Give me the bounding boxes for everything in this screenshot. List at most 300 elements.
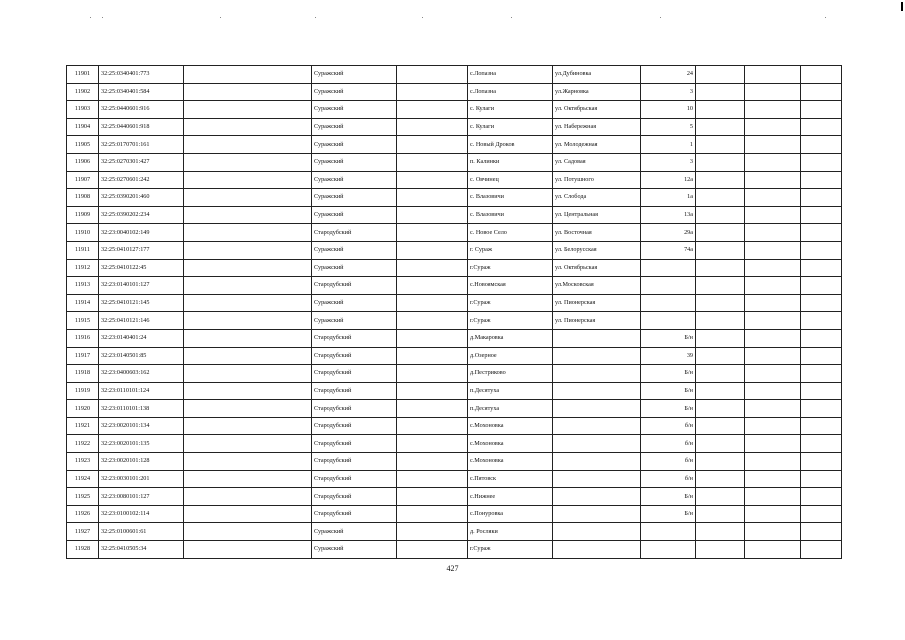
empty-cell: [397, 505, 468, 523]
settlement-name: г.Сураж: [468, 294, 553, 312]
district-name: Суражский: [312, 83, 397, 101]
table-row: [67, 153, 842, 171]
empty-cell: [696, 118, 745, 136]
cadastral-number: 32:23:0140101:127: [99, 277, 184, 295]
row-number: 11910: [67, 224, 99, 242]
table-row: [67, 453, 842, 471]
cadastral-number: 32:25:0410121:145: [99, 294, 184, 312]
settlement-name: с. Кулаги: [468, 101, 553, 119]
empty-cell: [745, 347, 801, 365]
empty-cell: [397, 400, 468, 418]
empty-cell: [696, 541, 745, 559]
empty-cell: [745, 259, 801, 277]
table-row: [67, 400, 842, 418]
row-number: 11906: [67, 153, 99, 171]
street-name: ул. Октябрьская: [553, 101, 641, 119]
cadastral-number: 32:23:0040102:149: [99, 224, 184, 242]
row-number: 11904: [67, 118, 99, 136]
table-row: [67, 365, 842, 383]
empty-cell: [696, 66, 745, 84]
cadastral-number: 32:23:0110101:138: [99, 400, 184, 418]
empty-cell: [184, 470, 312, 488]
street-name: ул. Молодежная: [553, 136, 641, 154]
settlement-name: г.Сураж: [468, 259, 553, 277]
empty-cell: [801, 189, 842, 207]
district-name: Суражский: [312, 118, 397, 136]
table-row: [67, 136, 842, 154]
empty-cell: [184, 66, 312, 84]
registry-table: [66, 65, 842, 559]
street-name: ул.Московская: [553, 277, 641, 295]
house-number: Б/н: [641, 488, 696, 506]
house-number: [641, 523, 696, 541]
house-number: 3: [641, 83, 696, 101]
empty-cell: [696, 83, 745, 101]
cadastral-number: 32:25:0270301:427: [99, 153, 184, 171]
cadastral-number: 32:23:0020101:134: [99, 417, 184, 435]
empty-cell: [801, 153, 842, 171]
street-name: [553, 347, 641, 365]
table-row: [67, 417, 842, 435]
empty-cell: [801, 83, 842, 101]
empty-cell: [745, 277, 801, 295]
settlement-name: п.Десятуха: [468, 382, 553, 400]
empty-cell: [184, 400, 312, 418]
settlement-name: д. Росляки: [468, 523, 553, 541]
scan-edge-mark: [901, 2, 903, 11]
empty-cell: [184, 189, 312, 207]
table-row: [67, 488, 842, 506]
empty-cell: [184, 347, 312, 365]
street-name: ул. Центральная: [553, 206, 641, 224]
empty-cell: [801, 470, 842, 488]
cadastral-number: 32:23:0100102:114: [99, 505, 184, 523]
empty-cell: [696, 417, 745, 435]
house-number: 13а: [641, 206, 696, 224]
district-name: Суражский: [312, 189, 397, 207]
empty-cell: [397, 329, 468, 347]
empty-cell: [745, 329, 801, 347]
empty-cell: [397, 294, 468, 312]
house-number: 29а: [641, 224, 696, 242]
empty-cell: [696, 435, 745, 453]
row-number: 11917: [67, 347, 99, 365]
empty-cell: [801, 136, 842, 154]
settlement-name: с. Новое Село: [468, 224, 553, 242]
street-name: [553, 453, 641, 471]
empty-cell: [745, 488, 801, 506]
empty-cell: [801, 541, 842, 559]
empty-cell: [696, 382, 745, 400]
street-name: ул. Восточная: [553, 224, 641, 242]
empty-cell: [397, 171, 468, 189]
street-name: [553, 488, 641, 506]
empty-cell: [184, 101, 312, 119]
settlement-name: с.Мохоновка: [468, 435, 553, 453]
empty-cell: [745, 417, 801, 435]
empty-cell: [397, 382, 468, 400]
table-row: [67, 523, 842, 541]
empty-cell: [397, 224, 468, 242]
district-name: Суражский: [312, 312, 397, 330]
cadastral-number: 32:25:0100601:61: [99, 523, 184, 541]
settlement-name: д.Макаровка: [468, 329, 553, 347]
settlement-name: с.Лопазна: [468, 83, 553, 101]
empty-cell: [801, 312, 842, 330]
house-number: [641, 312, 696, 330]
table-row: [67, 241, 842, 259]
empty-cell: [184, 206, 312, 224]
street-name: ул. Пионерская: [553, 294, 641, 312]
empty-cell: [745, 470, 801, 488]
empty-cell: [184, 435, 312, 453]
street-name: ул. Набережная: [553, 118, 641, 136]
house-number: б/н: [641, 470, 696, 488]
empty-cell: [184, 541, 312, 559]
cadastral-number: 32:23:0030101:201: [99, 470, 184, 488]
empty-cell: [696, 453, 745, 471]
empty-cell: [397, 66, 468, 84]
empty-cell: [801, 505, 842, 523]
empty-cell: [397, 101, 468, 119]
empty-cell: [745, 118, 801, 136]
empty-cell: [696, 347, 745, 365]
row-number: 11924: [67, 470, 99, 488]
empty-cell: [184, 224, 312, 242]
district-name: Стародубский: [312, 453, 397, 471]
table-row: [67, 470, 842, 488]
street-name: [553, 400, 641, 418]
settlement-name: с.Понуровка: [468, 505, 553, 523]
house-number: б/н: [641, 453, 696, 471]
house-number: 39: [641, 347, 696, 365]
house-number: 3: [641, 153, 696, 171]
row-number: 11903: [67, 101, 99, 119]
empty-cell: [397, 523, 468, 541]
cadastral-number: 32:25:0440601:918: [99, 118, 184, 136]
empty-cell: [801, 66, 842, 84]
district-name: Суражский: [312, 294, 397, 312]
row-number: 11901: [67, 66, 99, 84]
empty-cell: [801, 277, 842, 295]
empty-cell: [184, 136, 312, 154]
district-name: Стародубский: [312, 435, 397, 453]
district-name: Суражский: [312, 206, 397, 224]
street-name: ул. Потушного: [553, 171, 641, 189]
empty-cell: [801, 382, 842, 400]
empty-cell: [397, 241, 468, 259]
table-row: [67, 224, 842, 242]
empty-cell: [801, 171, 842, 189]
table-row: [67, 206, 842, 224]
district-name: Стародубский: [312, 347, 397, 365]
district-name: Суражский: [312, 101, 397, 119]
empty-cell: [745, 83, 801, 101]
cadastral-number: 32:23:0020101:128: [99, 453, 184, 471]
street-name: ул. Садовая: [553, 153, 641, 171]
empty-cell: [696, 312, 745, 330]
street-name: [553, 329, 641, 347]
street-name: [553, 365, 641, 383]
empty-cell: [184, 118, 312, 136]
empty-cell: [801, 365, 842, 383]
row-number: 11905: [67, 136, 99, 154]
empty-cell: [801, 118, 842, 136]
row-number: 11915: [67, 312, 99, 330]
house-number: Б/н: [641, 505, 696, 523]
district-name: Стародубский: [312, 488, 397, 506]
empty-cell: [184, 382, 312, 400]
empty-cell: [184, 294, 312, 312]
empty-cell: [696, 470, 745, 488]
empty-cell: [745, 435, 801, 453]
empty-cell: [696, 329, 745, 347]
table-row: [67, 505, 842, 523]
district-name: Суражский: [312, 153, 397, 171]
settlement-name: г. Сураж: [468, 241, 553, 259]
cadastral-number: 32:25:0410122:45: [99, 259, 184, 277]
empty-cell: [745, 224, 801, 242]
row-number: 11911: [67, 241, 99, 259]
empty-cell: [745, 241, 801, 259]
empty-cell: [696, 277, 745, 295]
row-number: 11921: [67, 417, 99, 435]
empty-cell: [184, 277, 312, 295]
empty-cell: [184, 259, 312, 277]
empty-cell: [696, 259, 745, 277]
table-row: [67, 189, 842, 207]
district-name: Суражский: [312, 136, 397, 154]
street-name: [553, 417, 641, 435]
district-name: Суражский: [312, 66, 397, 84]
row-number: 11907: [67, 171, 99, 189]
empty-cell: [397, 435, 468, 453]
empty-cell: [745, 541, 801, 559]
empty-cell: [745, 153, 801, 171]
empty-cell: [801, 435, 842, 453]
empty-cell: [801, 101, 842, 119]
empty-cell: [801, 294, 842, 312]
empty-cell: [745, 523, 801, 541]
empty-cell: [696, 400, 745, 418]
empty-cell: [184, 505, 312, 523]
district-name: Суражский: [312, 241, 397, 259]
empty-cell: [745, 189, 801, 207]
street-name: [553, 541, 641, 559]
cadastral-number: 32:25:0170701:161: [99, 136, 184, 154]
settlement-name: с. Новый Дроков: [468, 136, 553, 154]
empty-cell: [696, 224, 745, 242]
table-row: [67, 66, 842, 84]
empty-cell: [696, 206, 745, 224]
table-row: [67, 277, 842, 295]
empty-cell: [801, 453, 842, 471]
table-row: [67, 435, 842, 453]
empty-cell: [397, 347, 468, 365]
empty-cell: [696, 365, 745, 383]
district-name: Стародубский: [312, 329, 397, 347]
row-number: 11913: [67, 277, 99, 295]
empty-cell: [184, 83, 312, 101]
house-number: [641, 541, 696, 559]
empty-cell: [696, 505, 745, 523]
row-number: 11909: [67, 206, 99, 224]
table-row: [67, 347, 842, 365]
empty-cell: [801, 417, 842, 435]
row-number: 11919: [67, 382, 99, 400]
settlement-name: с.Пятовск: [468, 470, 553, 488]
empty-cell: [397, 153, 468, 171]
street-name: ул.Жарновка: [553, 83, 641, 101]
street-name: [553, 523, 641, 541]
house-number: 5: [641, 118, 696, 136]
street-name: ул. Октябрьская: [553, 259, 641, 277]
row-number: 11908: [67, 189, 99, 207]
house-number: б/н: [641, 435, 696, 453]
table-row: [67, 83, 842, 101]
settlement-name: г.Сураж: [468, 312, 553, 330]
settlement-name: с.Мохоновка: [468, 453, 553, 471]
empty-cell: [801, 488, 842, 506]
street-name: [553, 382, 641, 400]
empty-cell: [801, 400, 842, 418]
empty-cell: [801, 347, 842, 365]
empty-cell: [184, 241, 312, 259]
cadastral-number: 32:25:0410121:146: [99, 312, 184, 330]
empty-cell: [696, 171, 745, 189]
empty-cell: [397, 417, 468, 435]
cadastral-number: 32:23:0110101:124: [99, 382, 184, 400]
empty-cell: [397, 189, 468, 207]
district-name: Стародубский: [312, 382, 397, 400]
cadastral-number: 32:23:0140401:24: [99, 329, 184, 347]
street-name: [553, 505, 641, 523]
empty-cell: [696, 189, 745, 207]
row-number: 11920: [67, 400, 99, 418]
cadastral-number: 32:25:0340401:584: [99, 83, 184, 101]
district-name: Стародубский: [312, 505, 397, 523]
empty-cell: [397, 277, 468, 295]
empty-cell: [184, 453, 312, 471]
settlement-name: д.Озерное: [468, 347, 553, 365]
row-number: 11918: [67, 365, 99, 383]
empty-cell: [397, 312, 468, 330]
empty-cell: [184, 153, 312, 171]
settlement-name: с.Лопазна: [468, 66, 553, 84]
empty-cell: [696, 241, 745, 259]
house-number: Б/н: [641, 400, 696, 418]
empty-cell: [696, 101, 745, 119]
empty-cell: [801, 206, 842, 224]
house-number: Б/н: [641, 329, 696, 347]
cadastral-number: 32:25:0410505:34: [99, 541, 184, 559]
street-name: ул. Белорусская: [553, 241, 641, 259]
district-name: Стародубский: [312, 365, 397, 383]
empty-cell: [745, 101, 801, 119]
row-number: 11925: [67, 488, 99, 506]
cadastral-number: 32:23:0020101:135: [99, 435, 184, 453]
street-name: [553, 435, 641, 453]
cadastral-number: 32:23:0400603:162: [99, 365, 184, 383]
table-row: [67, 171, 842, 189]
cadastral-number: 32:25:0410127:177: [99, 241, 184, 259]
settlement-name: с. Влазовичи: [468, 189, 553, 207]
row-number: 11914: [67, 294, 99, 312]
empty-cell: [397, 83, 468, 101]
table-row: [67, 329, 842, 347]
district-name: Стародубский: [312, 417, 397, 435]
registry-table-body: [67, 66, 842, 559]
row-number: 11926: [67, 505, 99, 523]
district-name: Суражский: [312, 541, 397, 559]
row-number: 11927: [67, 523, 99, 541]
empty-cell: [801, 329, 842, 347]
house-number: 74а: [641, 241, 696, 259]
empty-cell: [801, 224, 842, 242]
settlement-name: с. Влазовичи: [468, 206, 553, 224]
house-number: 24: [641, 66, 696, 84]
street-name: ул.Дубиновка: [553, 66, 641, 84]
district-name: Суражский: [312, 523, 397, 541]
row-number: 11902: [67, 83, 99, 101]
empty-cell: [745, 206, 801, 224]
cadastral-number: 32:25:0270601:242: [99, 171, 184, 189]
settlement-name: с. Кулаги: [468, 118, 553, 136]
house-number: 1: [641, 136, 696, 154]
empty-cell: [745, 365, 801, 383]
house-number: 12а: [641, 171, 696, 189]
row-number: 11912: [67, 259, 99, 277]
street-name: ул. Пионерская: [553, 312, 641, 330]
settlement-name: д.Пестриково: [468, 365, 553, 383]
house-number: Б/н: [641, 365, 696, 383]
scan-noise-dots: [60, 17, 840, 19]
district-name: Стародубский: [312, 277, 397, 295]
cadastral-number: 32:25:0390201:460: [99, 189, 184, 207]
empty-cell: [184, 417, 312, 435]
house-number: б/н: [641, 417, 696, 435]
house-number: [641, 294, 696, 312]
empty-cell: [745, 66, 801, 84]
empty-cell: [397, 488, 468, 506]
empty-cell: [184, 523, 312, 541]
cadastral-number: 32:25:0340401:773: [99, 66, 184, 84]
settlement-name: с. Овчинец: [468, 171, 553, 189]
empty-cell: [801, 241, 842, 259]
empty-cell: [801, 523, 842, 541]
empty-cell: [745, 171, 801, 189]
cadastral-number: 32:25:0440601:916: [99, 101, 184, 119]
settlement-name: с.Мохоновка: [468, 417, 553, 435]
cadastral-number: 32:23:0140501:85: [99, 347, 184, 365]
empty-cell: [397, 118, 468, 136]
settlement-name: г.Сураж: [468, 541, 553, 559]
page-number: 427: [446, 564, 459, 573]
empty-cell: [397, 259, 468, 277]
table-row: [67, 294, 842, 312]
house-number: [641, 277, 696, 295]
table-row: [67, 312, 842, 330]
house-number: 1а: [641, 189, 696, 207]
empty-cell: [745, 312, 801, 330]
cadastral-number: 32:23:0080101:127: [99, 488, 184, 506]
empty-cell: [184, 488, 312, 506]
cadastral-number: 32:25:0390202:234: [99, 206, 184, 224]
empty-cell: [184, 329, 312, 347]
empty-cell: [696, 153, 745, 171]
empty-cell: [745, 400, 801, 418]
empty-cell: [397, 136, 468, 154]
